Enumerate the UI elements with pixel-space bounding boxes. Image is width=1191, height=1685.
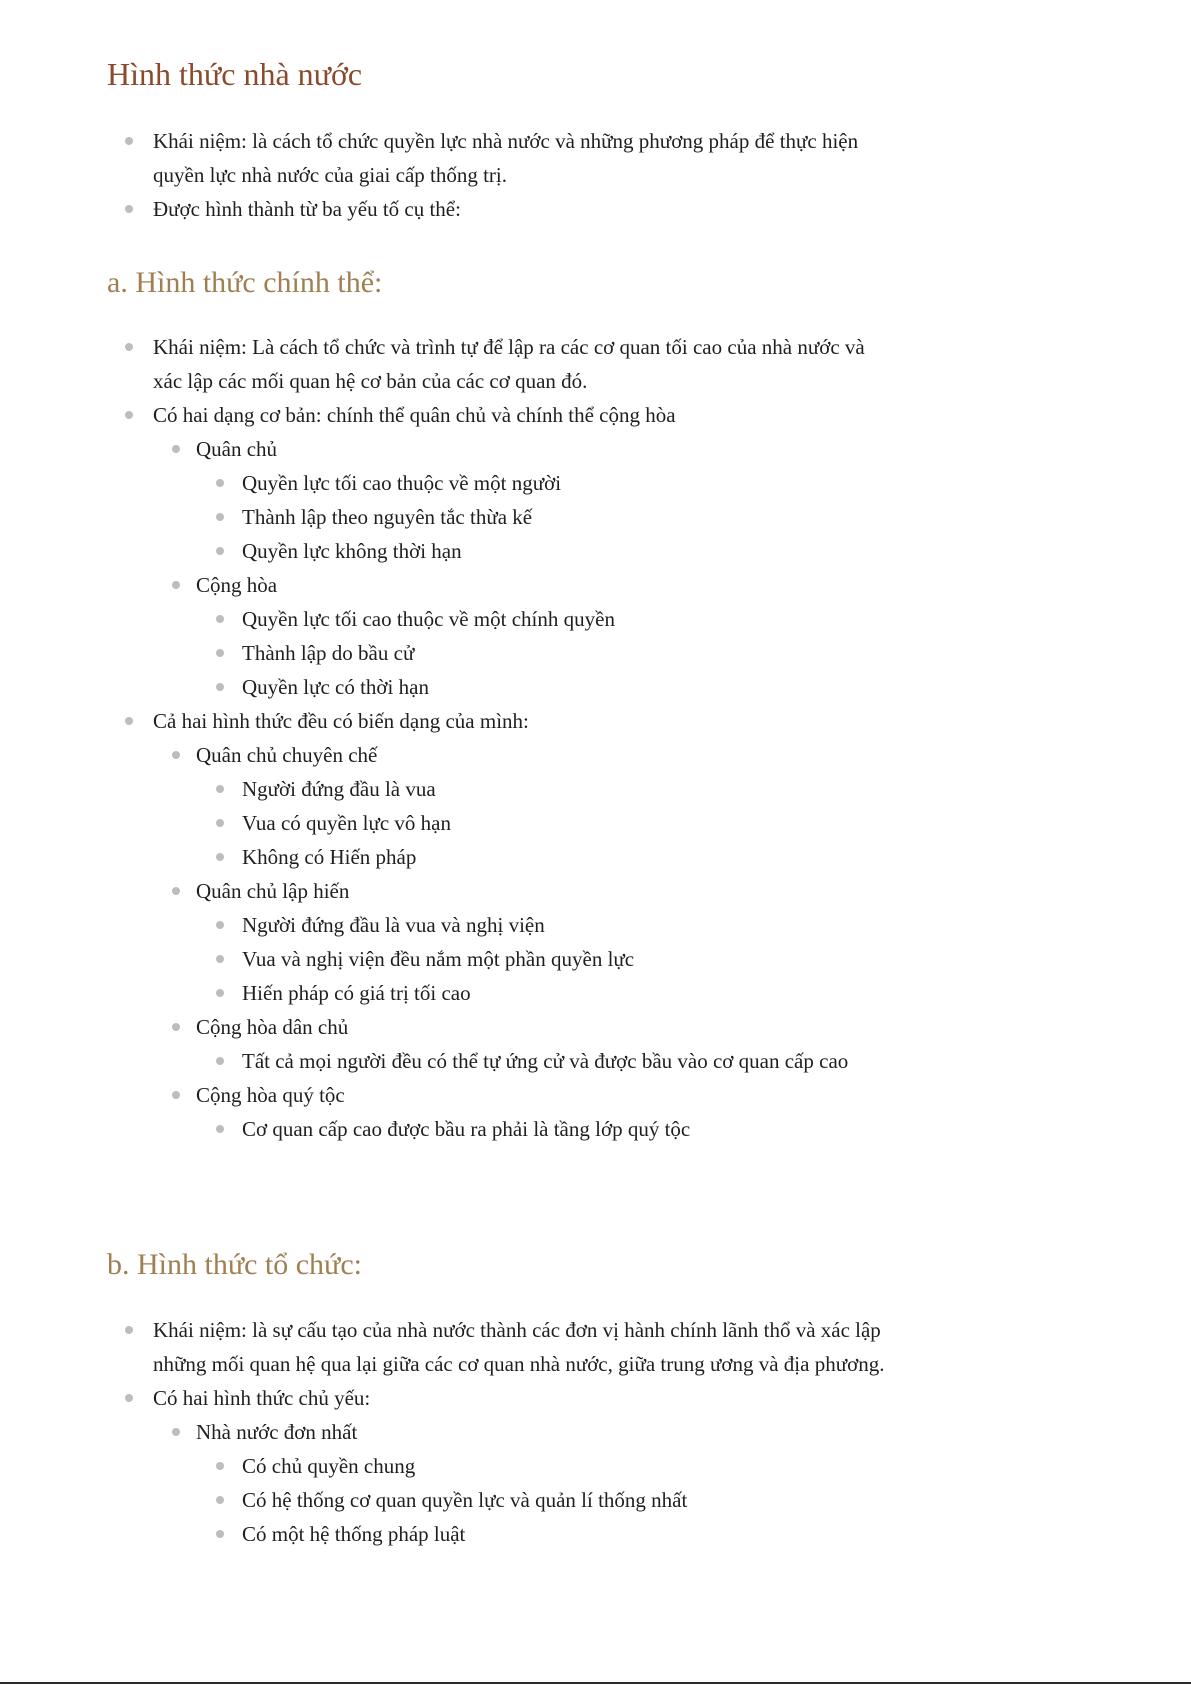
absolute-item: Người đứng đầu là vua: [242, 777, 436, 801]
list-item: [0, 738, 1191, 772]
monarchy-item: Quyền lực không thời hạn: [242, 539, 462, 563]
list-item: [0, 1078, 1191, 1112]
list-item: [0, 1517, 1191, 1551]
bullet-icon: [216, 955, 224, 963]
section-a-concept: Khái niệm: Là cách tổ chức và trình tự để lập ra các cơ quan tối cao của nhà nước và xác lập các mối quan hệ cơ bản của các cơ quan đó.: [153, 335, 865, 393]
bullet-icon: [125, 137, 133, 145]
list-item: [0, 1010, 1191, 1044]
bullet-icon: [172, 1428, 180, 1436]
section-b-concept: Khái niệm: là sự cấu tạo của nhà nước thành các đơn vị hành chính lãnh thổ và xác lập những mối quan hệ qua lại giữa các cơ quan nhà nước, giữa trung ương và địa phương.: [153, 1318, 885, 1376]
bullet-icon: [172, 581, 180, 589]
bullet-icon: [125, 343, 133, 351]
bullet-icon: [125, 205, 133, 213]
monarchy-label: Quân chủ: [196, 437, 278, 461]
republic-item: Quyền lực có thời hạn: [242, 675, 429, 699]
intro-list: [0, 124, 1191, 226]
absolute-item: Vua có quyền lực vô hạn: [242, 811, 451, 835]
list-item: [0, 124, 893, 192]
bullet-icon: [216, 1125, 224, 1133]
monarchy-item: Quyền lực tối cao thuộc về một người: [242, 471, 562, 495]
list-item: [0, 602, 1191, 636]
section-a-types: Có hai dạng cơ bản: chính thể quân chủ và chính thể cộng hòa: [153, 403, 676, 427]
list-item: [0, 1313, 893, 1381]
list-item: [0, 432, 1191, 466]
bullet-icon: [172, 1023, 180, 1031]
bullet-icon: [216, 853, 224, 861]
list-item: [0, 398, 893, 432]
democratic-item: Tất cả mọi người đều có thể tự ứng cử và được bầu vào cơ quan cấp cao: [242, 1049, 849, 1073]
republic-item: Thành lập do bầu cử: [242, 641, 415, 665]
absolute-item: Không có Hiến pháp: [242, 845, 417, 869]
bullet-icon: [216, 1057, 224, 1065]
aristocratic-republic-label: Cộng hòa quý tộc: [196, 1083, 345, 1107]
bullet-icon: [125, 1394, 133, 1402]
section-a-list: [0, 330, 1191, 1146]
section-b-forms: Có hai hình thức chủ yếu:: [153, 1386, 371, 1410]
absolute-monarchy-label: Quân chủ chuyên chế: [196, 743, 378, 767]
list-item: [0, 670, 1191, 704]
list-item: [0, 1044, 1191, 1078]
list-item: [0, 330, 893, 398]
constitutional-monarchy-label: Quân chủ lập hiến: [196, 879, 350, 903]
list-item: [0, 976, 1191, 1010]
section-b-list: [0, 1313, 1191, 1551]
democratic-republic-label: Cộng hòa dân chủ: [196, 1015, 349, 1039]
unitary-state-label: Nhà nước đơn nhất: [196, 1420, 358, 1444]
list-item: [0, 874, 1191, 908]
bullet-icon: [216, 547, 224, 555]
bullet-icon: [125, 411, 133, 419]
constitutional-item: Vua và nghị viện đều nắm một phần quyền lực: [242, 947, 635, 971]
section-b-heading: b. Hình thức tổ chức:: [107, 1248, 362, 1281]
aristocratic-item: Cơ quan cấp cao được bầu ra phải là tầng lớp quý tộc: [242, 1117, 691, 1141]
republic-label: Cộng hòa: [196, 573, 278, 597]
bullet-icon: [216, 785, 224, 793]
bullet-icon: [216, 649, 224, 657]
constitutional-item: Người đứng đầu là vua và nghị viện: [242, 913, 545, 937]
bullet-icon: [216, 1462, 224, 1470]
bullet-icon: [172, 445, 180, 453]
bullet-icon: [172, 887, 180, 895]
bullet-icon: [216, 819, 224, 827]
page-bottom-divider: [0, 1682, 1191, 1684]
list-item: [0, 534, 1191, 568]
variants-intro: Cả hai hình thức đều có biến dạng của mình:: [153, 709, 529, 733]
bullet-icon: [216, 683, 224, 691]
bullet-icon: [216, 615, 224, 623]
bullet-icon: [216, 479, 224, 487]
unitary-item: Có hệ thống cơ quan quyền lực và quản lí thống nhất: [242, 1488, 688, 1512]
bullet-icon: [172, 751, 180, 759]
list-item: [0, 942, 1191, 976]
bullet-icon: [172, 1091, 180, 1099]
list-item: [0, 1483, 1191, 1517]
list-item: [0, 1112, 1191, 1146]
bullet-icon: [216, 921, 224, 929]
bullet-icon: [216, 1530, 224, 1538]
list-item: [0, 1449, 1191, 1483]
unitary-item: Có chủ quyền chung: [242, 1454, 416, 1478]
intro-concept: Khái niệm: là cách tổ chức quyền lực nhà nước và những phương pháp để thực hiện quyền lực nhà nước của giai cấp thống trị.: [153, 129, 859, 187]
intro-elements: Được hình thành từ ba yếu tố cụ thể:: [153, 197, 461, 221]
list-item: [0, 772, 1191, 806]
bullet-icon: [216, 513, 224, 521]
list-item: [0, 636, 1191, 670]
list-item: [0, 1381, 893, 1415]
list-item: [0, 908, 1191, 942]
bullet-icon: [216, 989, 224, 997]
unitary-item: Có một hệ thống pháp luật: [242, 1522, 466, 1546]
list-item: [0, 568, 1191, 602]
list-item: [0, 1415, 1191, 1449]
list-item: [0, 840, 1191, 874]
section-a-heading: a. Hình thức chính thể:: [107, 266, 383, 299]
page-title: Hình thức nhà nước: [107, 56, 363, 92]
monarchy-item: Thành lập theo nguyên tắc thừa kế: [242, 505, 533, 529]
bullet-icon: [216, 1496, 224, 1504]
list-item: [0, 806, 1191, 840]
list-item: [0, 500, 1191, 534]
constitutional-item: Hiến pháp có giá trị tối cao: [242, 981, 471, 1005]
bullet-icon: [125, 1326, 133, 1334]
republic-item: Quyền lực tối cao thuộc về một chính quyền: [242, 607, 615, 631]
list-item: [0, 192, 893, 226]
list-item: [0, 466, 1191, 500]
list-item: [0, 704, 893, 738]
bullet-icon: [125, 717, 133, 725]
